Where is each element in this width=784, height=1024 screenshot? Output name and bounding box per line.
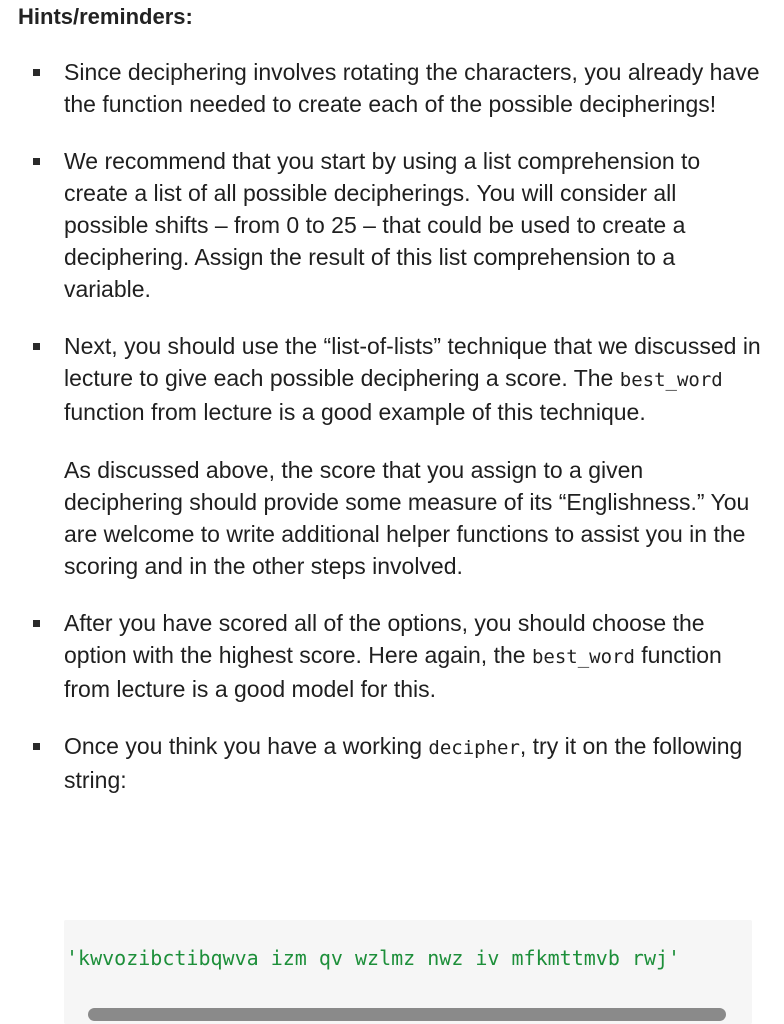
hint-text: function from lecture is a good example of this technique. [64,399,646,425]
inline-code: best_word [619,369,723,391]
bullet-icon [33,743,40,750]
hint-paragraph [64,330,764,428]
hint-text: We recommend that you start by using a list comprehension to create a list of all possible decipherings. You will consider all possible shifts – from 0 to 25 – that could be used to create a deciphering. Assign the result of this list comprehension to a variable. [64,148,701,302]
list-item [0,607,784,705]
list-item [0,145,784,305]
code-block [64,920,752,1024]
bullet-icon [33,620,40,627]
bullet-icon [33,343,40,350]
hint-text: Since deciphering involves rotating the characters, you already have the function needed to create each of the possible decipherings! [64,59,760,117]
scrollbar-thumb[interactable] [88,1008,726,1021]
hint-paragraph: As discussed above, the score that you assign to a given deciphering should provide some measure of its “Englishness.” You are welcome to write additional helper functions to assist you in the scoring and in the other steps involved. [64,457,750,579]
inline-code: decipher [428,737,520,759]
hint-text: Once you think you have a working [64,733,429,759]
inline-code: best_word [531,646,635,668]
bullet-icon [33,158,40,165]
hint-text: Next, you should use the “list-of-lists” technique that we discussed in lecture to give each possible deciphering a score. The [64,333,761,391]
list-item [0,330,784,582]
hint-text: , try it on the following string: [64,733,743,793]
hint-text: function from lecture is a good model for this. [64,642,722,702]
hint-text: After you have scored all of the options, you should choose the option with the highest score. Here again, the [64,610,705,668]
list-item [0,730,784,796]
code-string: 'kwvozibctibqwva izm qv wzlmz nwz iv mfkmttmvb rwj' [66,946,681,970]
hints-list [0,56,784,821]
horizontal-scrollbar[interactable] [64,1002,752,1024]
hints-heading: Hints/reminders: [18,4,193,29]
list-item [0,56,784,120]
bullet-icon [33,69,40,76]
